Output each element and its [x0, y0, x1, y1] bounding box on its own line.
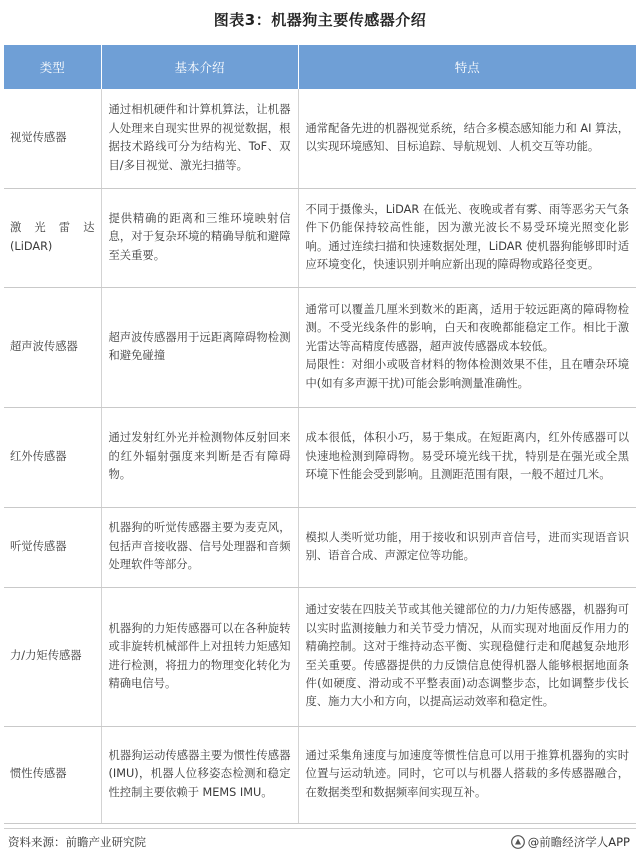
- row-intro: 机器狗的力矩传感器可以在各种旋转或非旋转机械部件上对扭转力矩感知进行检测，将扭力的物理变化转化为精确电信号。: [101, 587, 298, 726]
- row-features: 通过采集角速度与加速度等惯性信息可以用于推算机器狗的实时位置与运动轨迹。同时，它可以与机器人搭载的多传感器融合，在数据类型和数据频率间实现互补。: [298, 726, 636, 823]
- row-type: 红外传感器: [4, 407, 101, 507]
- table-row: [4, 89, 636, 188]
- row-features: [298, 287, 636, 407]
- row-features: 通常配备先进的机器视觉系统，结合多模态感知能力和 AI 算法，以实现环境感知、目标追踪、导航规划、人机交互等功能。: [298, 89, 636, 188]
- header-intro: 基本介绍: [101, 45, 298, 89]
- row-features-limitation: 局限性：对细小或吸音材料的物体检测效果不佳，且在嘈杂环境中(如有多声源干扰)可能会影响测量准确性。: [305, 358, 629, 390]
- row-features: 不同于摄像头，LiDAR 在低光、夜晚或者有雾、雨等恶劣天气条件下仍能保持较高性能，因为激光波长不易受环境光照变化影响。通过连续扫描和快速数据处理，LiDAR 使机器狗能够即时适应环境变化，快速识别并响应新出现的障碍物或路径变更。: [298, 188, 636, 287]
- table-row: [4, 507, 636, 587]
- row-intro: 超声波传感器用于远距离障碍物检测和避免碰撞: [101, 287, 298, 407]
- row-intro: 机器狗运动传感器主要为惯性传感器(IMU)，机器人位移姿态检测和稳定性控制主要依赖于 MEMS IMU。: [101, 726, 298, 823]
- row-type-name: 激光雷达: [10, 221, 95, 235]
- header-type: 类型: [4, 45, 101, 89]
- row-features: 通过安装在四肢关节或其他关键部位的力/力矩传感器，机器狗可以实时监测接触力和关节受力情况，从而实现对地面反作用力的精确控制。这对于维持动态平衡、实现稳健行走和爬越复杂地形至关重要。传感器提供的力反馈信息使得机器人能够根据地面条件(如硬度、滑动或不平整表面)动态调整步态，比如调整步伐长度、施力大小和方向，以提高运动效率和稳定性。: [298, 587, 636, 726]
- table-row: [4, 726, 636, 823]
- row-type: 视觉传感器: [4, 89, 101, 188]
- row-intro: 提供精确的距离和三维环境映射信息，对于复杂环境的精确导航和避障至关重要。: [101, 188, 298, 287]
- row-type: [4, 188, 101, 287]
- footer-brand-text: @前瞻经济学人APP: [527, 835, 630, 849]
- row-type: 力/力矩传感器: [4, 587, 101, 726]
- row-features: 模拟人类听觉功能，用于接收和识别声音信号，进而实现语音识别、语音合成、声源定位等功能。: [298, 507, 636, 587]
- brand-logo-icon: [511, 835, 525, 849]
- table-row: [4, 407, 636, 507]
- row-intro: 机器狗的听觉传感器主要为麦克风，包括声音接收器、信号处理器和音频处理软件等部分。: [101, 507, 298, 587]
- row-intro: 通过发射红外光并检测物体反射回来的红外辐射强度来判断是否有障碍物。: [101, 407, 298, 507]
- footer-source: 资料来源：前瞻产业研究院: [8, 835, 146, 849]
- row-type: 听觉传感器: [4, 507, 101, 587]
- table-row: [4, 188, 636, 287]
- sensor-table: [4, 45, 636, 824]
- row-intro: 通过相机硬件和计算机算法，让机器人处理来自现实世界的视觉数据，根据技术路线可分为结构光、ToF、双目/多目视觉、激光扫描等。: [101, 89, 298, 188]
- row-type: 超声波传感器: [4, 287, 101, 407]
- row-features: 成本很低，体积小巧，易于集成。在短距离内，红外传感器可以快速地检测到障碍物。易受环境光线干扰，特别是在强光或全黑环境下性能会受到影响。且测距范围有限，一般不超过几米。: [298, 407, 636, 507]
- row-features-main: 通常可以覆盖几厘米到数米的距离，适用于较远距离的障碍物检测。不受光线条件的影响，白天和夜晚都能稳定工作。相比于激光雷达等高精度传感器，超声波传感器成本较低。: [305, 302, 629, 353]
- row-type-sub: (LiDAR): [10, 239, 53, 253]
- table-header-row: [4, 45, 636, 89]
- table-row: [4, 287, 636, 407]
- row-type: 惯性传感器: [4, 726, 101, 823]
- footer-divider: [4, 828, 636, 829]
- footer-brand: [511, 834, 630, 850]
- page-title: 图表3：机器狗主要传感器介绍: [213, 11, 427, 29]
- table-row: [4, 587, 636, 726]
- header-features: 特点: [298, 45, 636, 89]
